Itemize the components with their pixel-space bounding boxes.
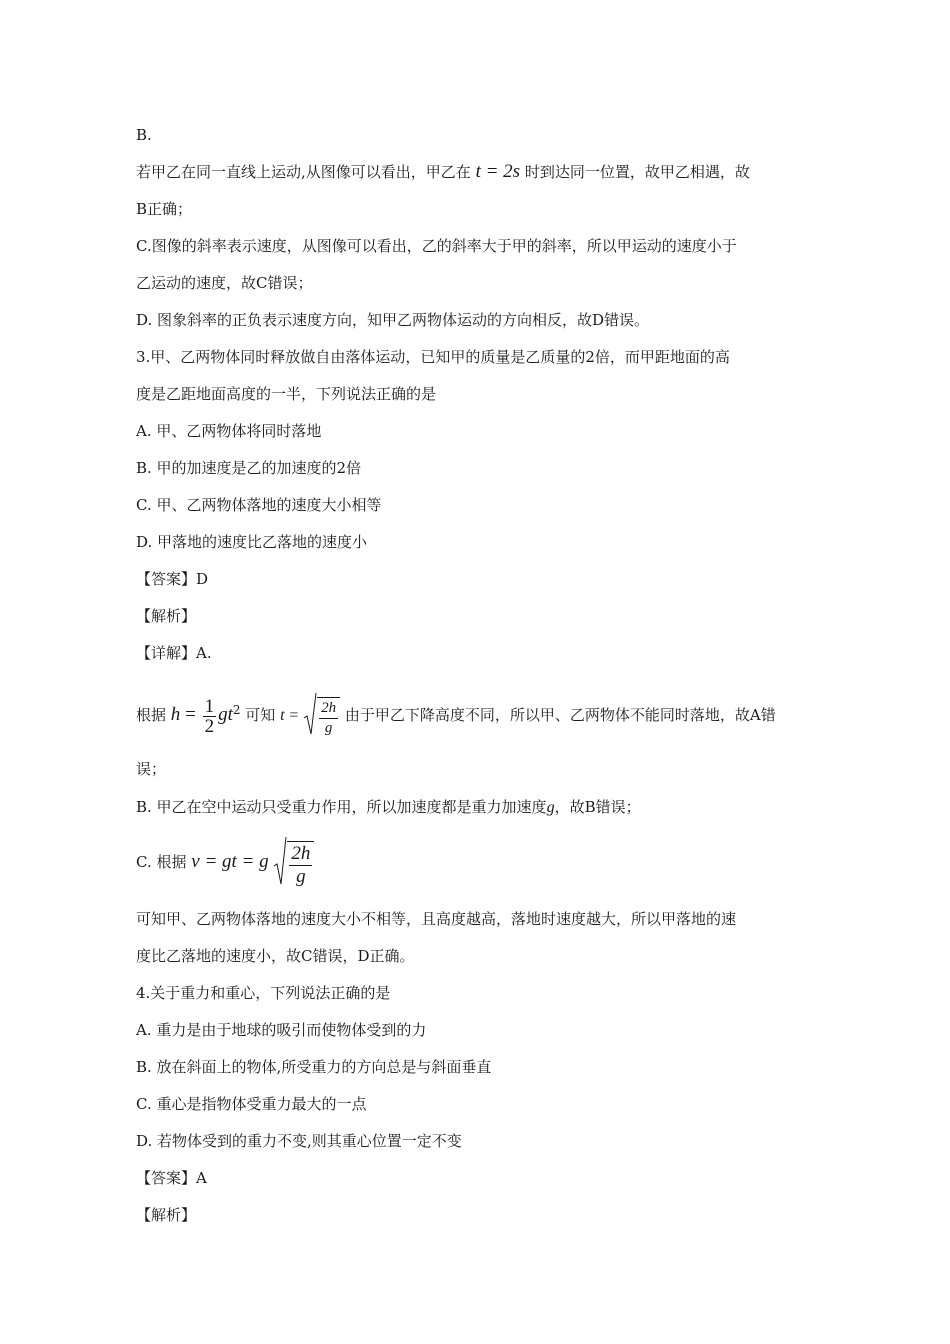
text-fragment: ，故B错误； <box>554 798 641 816</box>
analysis-label: 【解析】 <box>136 607 197 625</box>
sqrt-symbol <box>273 836 314 890</box>
option-b: B. 甲的加速度是乙的加速度的2倍 <box>136 459 362 477</box>
radical-sign-icon <box>303 692 317 736</box>
option-a: A. 甲、乙两物体将同时落地 <box>136 422 322 440</box>
fraction-numerator: 2h <box>291 842 311 864</box>
option-c: C. 甲、乙两物体落地的速度大小相等 <box>136 496 382 514</box>
sqrt-fraction <box>317 697 340 738</box>
text-line: C.图像的斜率表示速度，从图像可以看出，乙的斜率大于甲的斜率，所以甲运动的速度小于 <box>136 237 737 255</box>
radical-sign-icon <box>273 836 287 886</box>
detail-label: 【详解】A. <box>136 644 212 662</box>
text-line: B正确； <box>136 200 193 218</box>
option-c: C. 重心是指物体受重力最大的一点 <box>136 1095 367 1113</box>
formula-gt: gt <box>218 704 233 725</box>
formula-t: t <box>280 707 285 724</box>
text-line: 误； <box>136 760 167 778</box>
text-fragment: C. 根据 <box>136 853 187 871</box>
text-line <box>136 162 816 182</box>
fraction-numerator: 1 <box>204 695 215 717</box>
sqrt-symbol <box>303 692 340 740</box>
fraction-denominator: g <box>324 719 333 736</box>
text-line <box>136 797 816 818</box>
text-line: 度比乙落地的速度小，故C错误，D正确。 <box>136 947 415 965</box>
fraction-denominator: 2 <box>204 715 215 737</box>
text-line: 乙运动的速度，故C错误； <box>136 274 313 292</box>
text-line: 可知甲、乙两物体落地的速度大小不相等，且高度越高，落地时速度越大，所以甲落地的速 <box>136 910 737 928</box>
text-fragment: 可知 <box>245 706 276 724</box>
option-d: D. 若物体受到的重力不变,则其重心位置一定不变 <box>136 1132 462 1150</box>
formula-v-equals: v = gt = g <box>191 851 269 872</box>
answer-label: 【答案】A <box>136 1169 207 1187</box>
fraction-denominator: g <box>296 865 306 887</box>
text-fragment: 若甲乙在同一直线上运动,从图像可以看出，甲乙在 <box>136 163 471 181</box>
fraction-numerator: 2h <box>319 699 338 719</box>
equals-sign: = <box>289 707 299 724</box>
formula-line <box>136 835 816 889</box>
question-3-stem: 3.甲、乙两物体同时释放做自由落体运动，已知甲的质量是乙质量的2倍，而甲距地面的高 <box>136 348 730 366</box>
text-fragment: 时到达同一位置，故甲乙相遇，故 <box>524 163 750 181</box>
text-fragment: 由于甲乙下降高度不同，所以甲、乙两物体不能同时落地，故A错 <box>344 706 776 724</box>
option-d: D. 甲落地的速度比乙落地的速度小 <box>136 533 368 551</box>
text-line: 度是乙距地面高度的一半，下列说法正确的是 <box>136 385 437 403</box>
analysis-label: 【解析】 <box>136 1206 197 1224</box>
sqrt-fraction <box>287 841 314 888</box>
formula-g: g <box>546 799 555 816</box>
text-fragment: B. 甲乙在空中运动只受重力作用，所以加速度都是重力加速度 <box>136 798 547 816</box>
text-line: D. 图象斜率的正负表示速度方向，知甲乙两物体运动的方向相反，故D错误。 <box>136 311 650 329</box>
fraction-one-half <box>203 697 217 736</box>
exponent: 2 <box>232 703 241 717</box>
text-fragment: 根据 <box>136 706 167 724</box>
equals-sign: = <box>185 704 196 725</box>
text-line: B. <box>136 126 152 144</box>
formula-t-equals-2s: t = 2s <box>475 161 521 182</box>
option-a: A. 重力是由于地球的吸引而使物体受到的力 <box>136 1021 427 1039</box>
formula-line <box>136 686 816 737</box>
option-b: B. 放在斜面上的物体,所受重力的方向总是与斜面垂直 <box>136 1058 492 1076</box>
formula-h: h <box>170 704 181 725</box>
answer-label: 【答案】D <box>136 570 209 588</box>
question-4-stem: 4.关于重力和重心，下列说法正确的是 <box>136 984 391 1002</box>
